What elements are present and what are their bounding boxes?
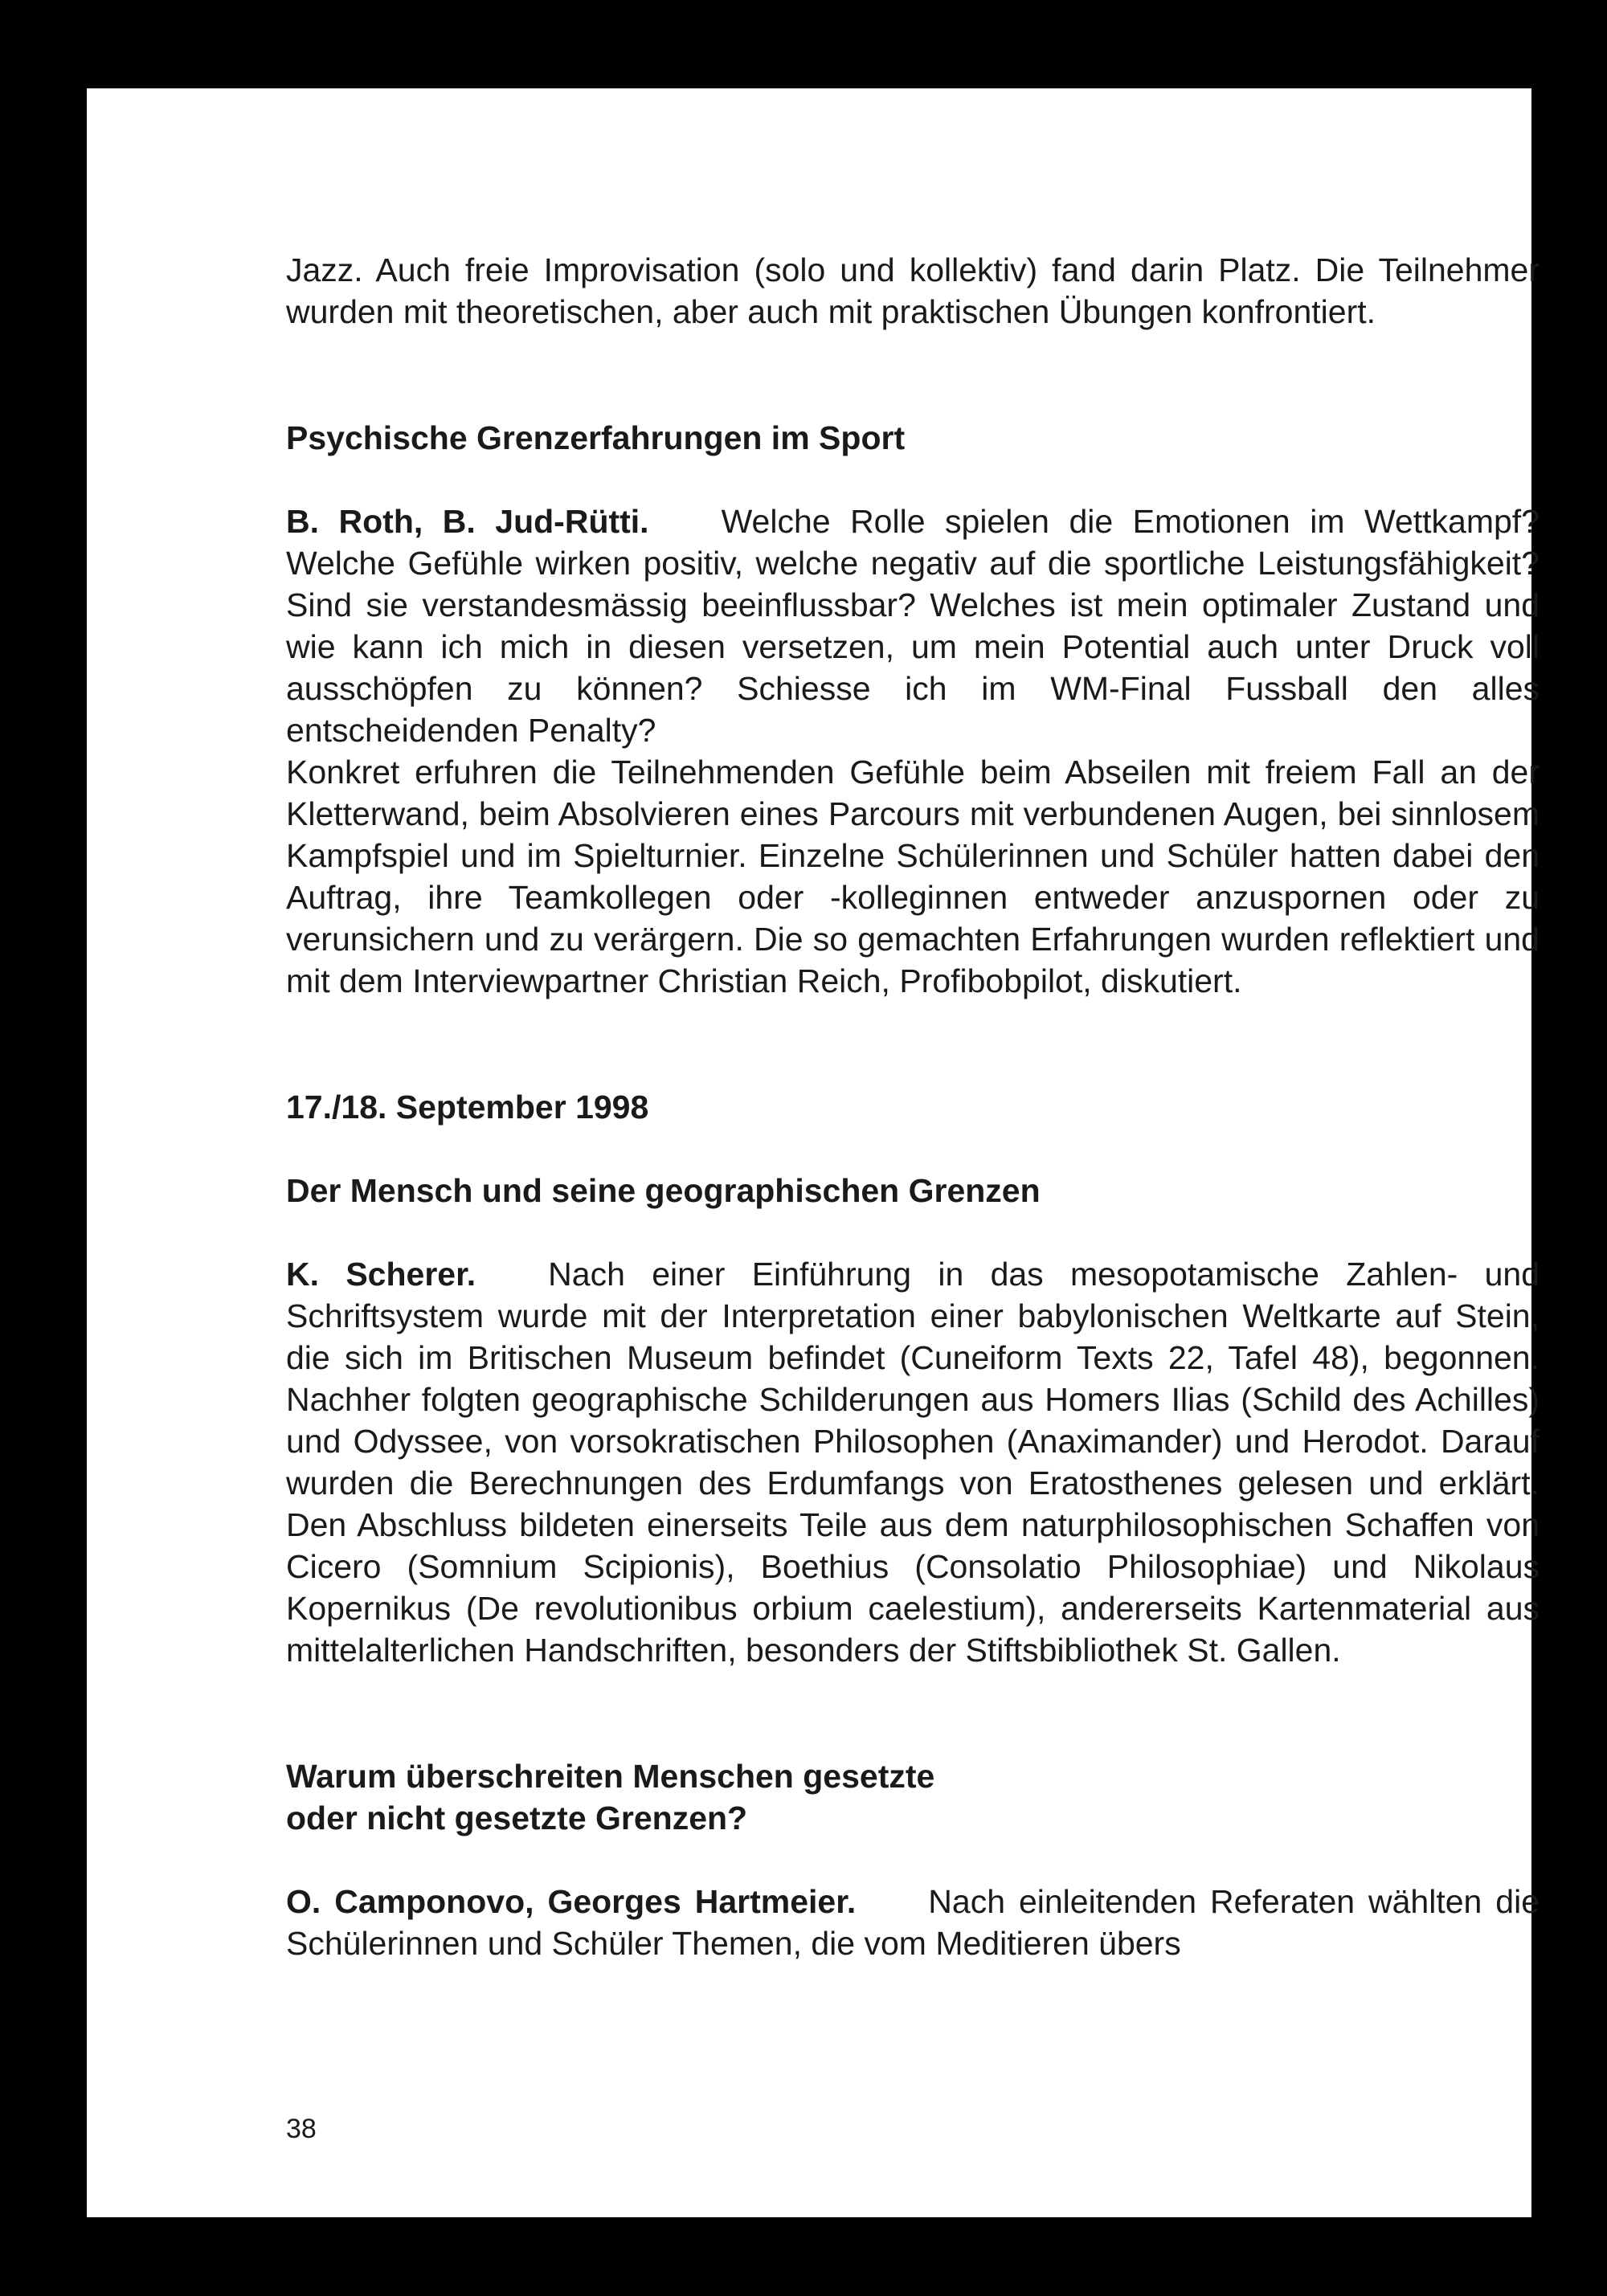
date-heading: 17./18. September 1998 <box>286 1089 649 1126</box>
section-paragraph-geography <box>286 1253 1540 1671</box>
intro-paragraph: Jazz. Auch freie Improvisation (solo und kollektiv) fand darin Platz. Die Teilnehmer wurden mit theoretischen, aber auch mit praktischen Übungen konfrontiert. <box>286 251 1540 330</box>
section-paragraph-boundaries <box>286 1881 1540 1964</box>
boundaries-title-line1: Warum überschreiten Menschen gesetzte <box>286 1758 935 1795</box>
section-title-boundaries <box>286 1755 1540 1839</box>
authors-boundaries: O. Camponovo, Georges Hartmeier. <box>286 1883 857 1920</box>
boundaries-title-line2: oder nicht gesetzte Grenzen? <box>286 1800 748 1836</box>
page-content <box>286 249 1540 1964</box>
document-page <box>87 88 1540 2217</box>
sport-text-1: Welche Rolle spielen die Emotionen im Wettkampf? Welche Gefühle wirken positiv, welche negativ auf die sportliche Leistungsfähigkeit? Sind sie verstandesmässig beeinflussbar? Welches ist mein optimaler Zustand und wie kann ich mich in diesen versetzen, um mein Potential auch unter Druck voll ausschöpfen zu können? Schiesse ich im WM-Final Fussball den alles entscheidenden Penalty? <box>286 503 1540 749</box>
geography-text: Nach einer Einführung in das mesopotamische Zahlen- und Schriftsystem wurde mit der Interpretation einer babylonischen Weltkarte auf Stein, die sich im Britischen Museum befindet (Cuneiform Texts 22, Tafel 48), begonnen. Nachher folgten geographische Schilderungen aus Homers Ilias (Schild des Achilles) und Odyssee, von vorsokratischen Philosophen (Anaximander) und Herodot. Darauf wurden die Berechnungen des Erdumfangs von Eratosthenes gelesen und erklärt. Den Abschluss bildeten einerseits Teile aus dem naturphilosophischen Schaffen von Cicero (Somnium Scipionis), Boethius (Consolatio Philosophiae) und Nikolaus Kopernikus (De revolutionibus orbium caelestium), andererseits Kartenmaterial aus mittelalterlichen Handschriften, besonders der Stiftsbibliothek St. Gallen. <box>286 1256 1540 1669</box>
section-title-geography: Der Mensch und seine geographischen Grenzen <box>286 1172 1041 1209</box>
section-paragraph-sport-1 <box>286 500 1540 751</box>
boundaries-text: Nach einleitenden Referaten wählten die Schülerinnen und Schüler Themen, die vom Meditieren übers <box>286 1883 1540 1962</box>
page-number: 38 <box>286 2114 317 2144</box>
section-title-sport: Psychische Grenzerfahrungen im Sport <box>286 419 906 456</box>
authors-sport: B. Roth, B. Jud-Rütti. <box>286 503 649 540</box>
authors-geography: K. Scherer. <box>286 1256 476 1293</box>
section-paragraph-sport-2: Konkret erfuhren die Teilnehmenden Gefühle beim Abseilen mit freiem Fall an der Kletterwand, beim Absolvieren eines Parcours mit verbundenen Augen, bei sinnlosem Kampfspiel und im Spielturnier. Einzelne Schülerinnen und Schüler hatten dabei den Auftrag, ihre Teamkollegen oder -kolleginnen entweder anzuspornen oder zu verunsichern und zu verärgern. Die so gemachten Erfahrungen wurden reflektiert und mit dem Interviewpartner Christian Reich, Profibobpilot, diskutiert. <box>286 754 1540 999</box>
